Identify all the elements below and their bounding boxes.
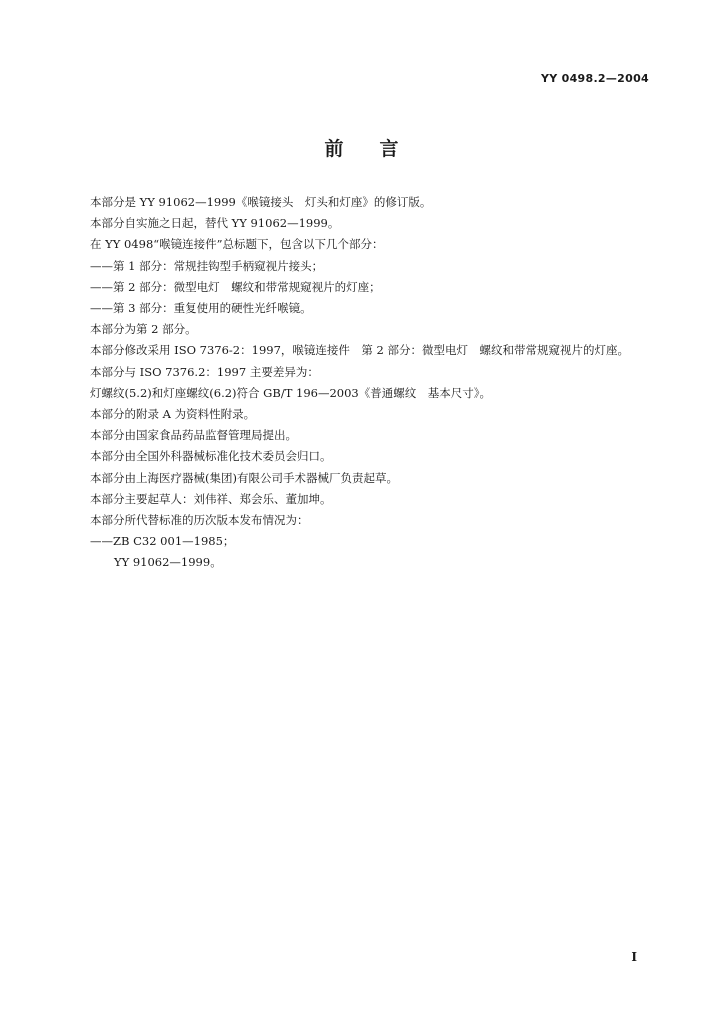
standard-code: YY 0498.2—2004 — [540, 72, 649, 85]
list-item-history-1: ——ZB C32 001—1985； — [90, 534, 235, 549]
paragraph-parts-intro: 在 YY 0498“喉镜连接件”总标题下，包含以下几个部分： — [90, 237, 384, 252]
paragraph-drafters: 本部分主要起草人：刘伟祥、郑会乐、董加坤。 — [90, 491, 332, 506]
paragraph-drafted-by: 本部分由上海医疗器械(集团)有限公司手术器械厂负责起草。 — [90, 470, 398, 485]
list-item-part-1: ——第 1 部分：常规挂钩型手柄窥视片接头； — [90, 258, 324, 273]
paragraph-annex: 本部分的附录 A 为资料性附录。 — [90, 407, 256, 422]
list-item-part-3: ——第 3 部分：重复使用的硬性光纤喉镜。 — [90, 301, 312, 316]
list-item-history-2: YY 91062—1999。 — [114, 555, 222, 570]
paragraph-differences-intro: 本部分与 ISO 7376.2：1997 主要差异为： — [90, 364, 319, 379]
paragraph-proposed-by: 本部分由国家食品药品监督管理局提出。 — [90, 428, 297, 443]
preface-body — [64, 192, 654, 574]
page-number: I — [631, 950, 637, 964]
paragraph-revision: 本部分是 YY 91062—1999《喉镜接头 灯头和灯座》的修订版。 — [90, 195, 432, 209]
paragraph-replaces: 本部分自实施之日起，替代 YY 91062—1999。 — [90, 216, 340, 231]
paragraph-thread-difference: 灯螺纹(5.2)和灯座螺纹(6.2)符合 GB/T 196—2003《普通螺纹 基本尺寸》。 — [90, 385, 491, 400]
list-item-part-2: ——第 2 部分：微型电灯 螺纹和带常规窥视片的灯座； — [90, 279, 381, 294]
paragraph-history-intro: 本部分所代替标准的历次版本发布情况为： — [90, 513, 309, 528]
paragraph-iso-adoption: 本部分修改采用 ISO 7376-2：1997，喉镜连接件 第 2 部分：微型电灯 螺纹和带常规窥视片的灯座。 — [90, 343, 630, 358]
page-title: 前言 — [324, 138, 435, 160]
paragraph-centralized-by: 本部分由全国外科器械标准化技术委员会归口。 — [90, 449, 332, 464]
paragraph-this-part: 本部分为第 2 部分。 — [90, 322, 197, 337]
